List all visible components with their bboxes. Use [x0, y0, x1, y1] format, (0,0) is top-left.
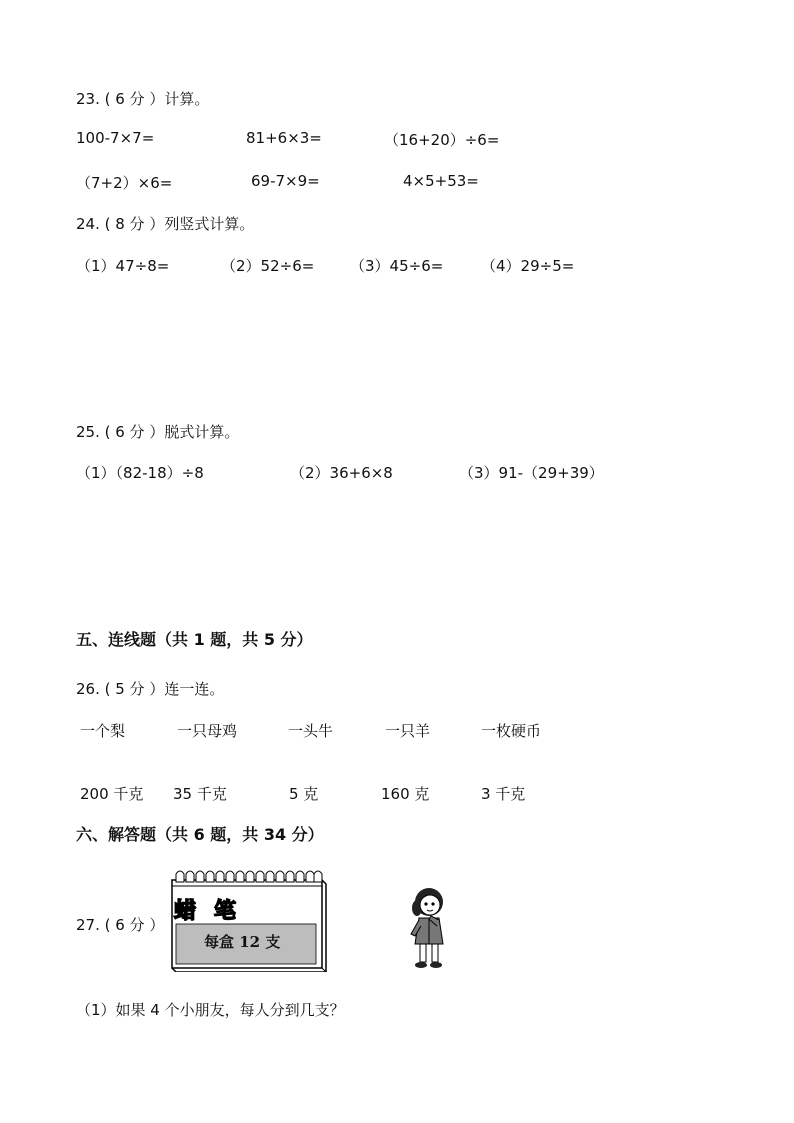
- section-5-heading: 五、连线题（共 1 题，共 5 分）: [76, 630, 313, 649]
- q26-object-4: 一只羊: [385, 722, 431, 740]
- q23-item-4: （7+2）×6=: [76, 174, 173, 192]
- q26-object-3: 一头牛: [288, 722, 334, 740]
- q24-title: 24. ( 8 分 ）列竖式计算。: [76, 215, 255, 233]
- q24-item-4: （4）29÷5=: [481, 257, 575, 275]
- q23-item-6: 4×5+53=: [403, 172, 479, 190]
- q23-item-1: 100-7×7=: [76, 129, 155, 147]
- q26-object-5: 一枚硬币: [481, 722, 542, 740]
- q24-item-3: （3）45÷6=: [350, 257, 444, 275]
- q26-object-2: 一只母鸡: [177, 722, 238, 740]
- q27-sub-question-1: （1）如果 4 个小朋友，每人分到几支？: [76, 1001, 345, 1019]
- q25-item-3: （3）91-（29+39）: [459, 464, 604, 482]
- crayon-box-subtitle: 每盒 12 支: [204, 933, 281, 951]
- q23-item-2: 81+6×3=: [246, 129, 322, 147]
- q23-item-3: （16+20）÷6=: [384, 131, 500, 149]
- q24-item-1: （1）47÷8=: [76, 257, 170, 275]
- q26-weight-4: 160 克: [381, 785, 430, 803]
- crayon-box-illustration: [168, 868, 328, 972]
- q24-item-2: （2）52÷6=: [221, 257, 315, 275]
- crayon-box-title: 蜡笔: [174, 898, 255, 924]
- q26-title: 26. ( 5 分 ）连一连。: [76, 680, 225, 698]
- q23-title: 23. ( 6 分 ）计算。: [76, 90, 210, 108]
- girl-illustration: [405, 886, 449, 970]
- girl-drawing: [405, 886, 449, 970]
- q25-title: 25. ( 6 分 ）脱式计算。: [76, 423, 240, 441]
- q23-item-5: 69-7×9=: [251, 172, 320, 190]
- q26-weight-5: 3 千克: [481, 785, 526, 803]
- q27-title: 27. ( 6 分 ）: [76, 916, 165, 934]
- q26-weight-3: 5 克: [289, 785, 319, 803]
- q26-weight-2: 35 千克: [173, 785, 227, 803]
- q26-object-1: 一个梨: [80, 722, 126, 740]
- q26-weight-1: 200 千克: [80, 785, 144, 803]
- q25-item-1: （1）（82-18）÷8: [76, 464, 204, 482]
- q25-item-2: （2）36+6×8: [290, 464, 393, 482]
- section-6-heading: 六、解答题（共 6 题，共 34 分）: [76, 825, 324, 844]
